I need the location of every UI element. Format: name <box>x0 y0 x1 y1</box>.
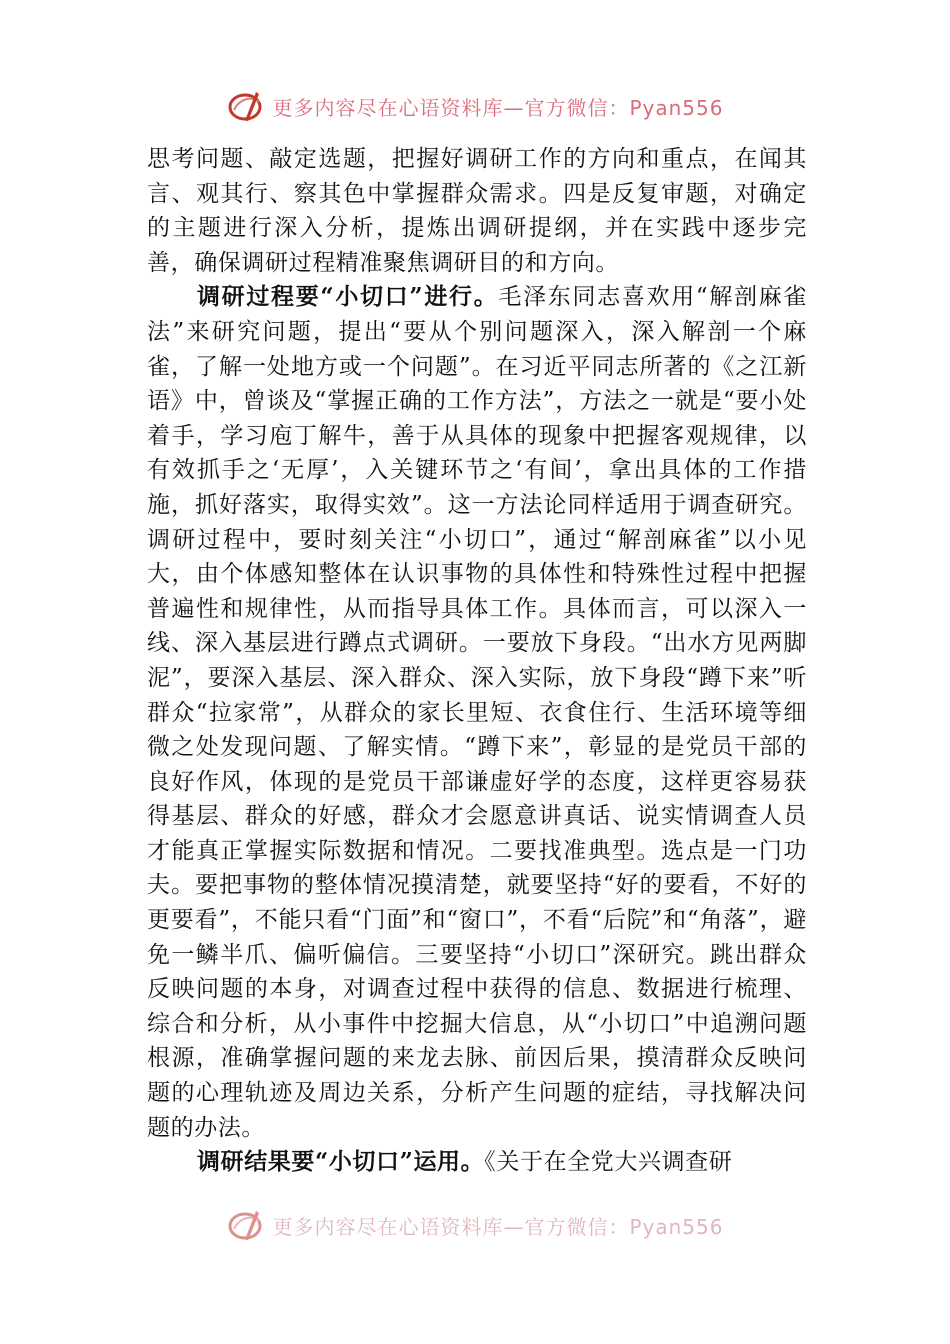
page-header <box>0 86 950 126</box>
paragraph-2-heading: 调研过程要“小切口”进行。 <box>197 283 499 311</box>
paragraph-2 <box>147 280 807 1145</box>
paragraph-1-text: 思考问题、敲定选题，把握好调研工作的方向和重点，在闻其言、观其行、察其色中掌握群众需求。四是反复审题，对确定的主题进行深入分析，提炼出调研提纲，并在实践中逐步完善，确保调研过程精准聚焦调研目的和方向。 <box>147 146 807 276</box>
paragraph-3 <box>147 1145 807 1180</box>
pen-swirl-logo-icon <box>226 1207 266 1243</box>
footer-banner-text: 更多内容尽在心语资料库—官方微信：Pyan556 <box>272 1214 724 1239</box>
page-footer-watermark <box>0 1205 950 1245</box>
paragraph-3-heading: 调研结果要“小切口”运用。 <box>197 1148 485 1176</box>
header-banner-text: 更多内容尽在心语资料库—官方微信：Pyan556 <box>272 95 724 120</box>
paragraph-3-text: 《关于在全党大兴调查研 <box>484 1149 733 1176</box>
pen-swirl-logo-icon <box>226 88 266 124</box>
document-body <box>147 142 807 1180</box>
paragraph-2-text: 毛泽东同志喜欢用“解剖麻雀法”来研究问题，提出“要从个别问题深入，深入解剖一个麻雀，了解一处地方或一个问题”。在习近平同志所著的《之江新语》中，曾谈及“掌握正确的工作方法”，方法之一就是“要小处着手，学习庖丁解牛，善于从具体的现象中把握客观规律，以有效抓手之‘无厚’，入关键环节之‘有间’，拿出具体的工作措施，抓好落实，取得实效”。这一方法论同样适用于调查研究。调研过程中，要时刻关注“小切口”，通过“解剖麻雀”以小见大，由个体感知整体在认识事物的具体性和特殊性过程中把握普遍性和规律性，从而指导具体工作。具体而言，可以深入一线、深入基层进行蹲点式调研。一要放下身段。“出水方见两脚泥”，要深入基层、深入群众、深入实际，放下身段“蹲下来”听群众“拉家常”，从群众的家长里短、衣食住行、生活环境等细微之处发现问题、了解实情。“蹲下来”，彰显的是党员干部的良好作风，体现的是党员干部谦虚好学的态度，这样更容易获得基层、群众的好感，群众才会愿意讲真话、说实情调查人员才能真正掌握实际数据和情况。二要找准典型。选点是一门功夫。要把事物的整体情况摸清楚，就要坚持“好的要看，不好的更要看”，不能只看“门面”和“窗口”，不看“后院”和“角落”，避免一鳞半爪、偏听偏信。三要坚持“小切口”深研究。跳出群众反映问题的本身，对调查过程中获得的信息、数据进行梳理、综合和分析，从小事件中挖掘大信息，从“小切口”中追溯问题根源，准确掌握问题的来龙去脉、前因后果，摸清群众反映问题的心理轨迹及周边关系，分析产生问题的症结，寻找解决问题的办法。 <box>147 284 807 1141</box>
paragraph-1 <box>147 142 807 280</box>
